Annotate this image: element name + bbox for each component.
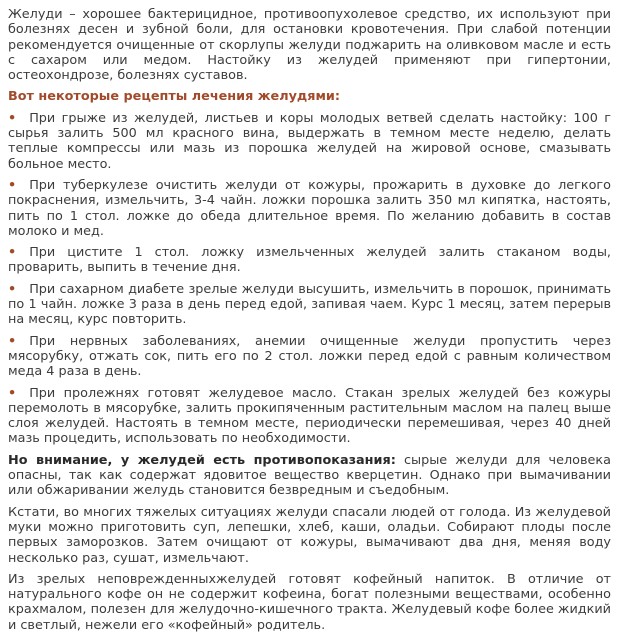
recipe-text: При грыже из желудей, листьев и коры молодых ветвей сделать настойку: 100 г сырья залить 500 мл красного вина, выдержать в темном месте неделю, делать теплые компрессы или мазь из порошка желудей на жировой основе, смазывать больное место. — [8, 110, 611, 172]
recipe-item — [8, 282, 611, 328]
recipe-item — [8, 178, 611, 239]
intro-paragraph: Желуди – хорошее бактерицидное, противоопухолевое средство, их используют при болезнях десен и зубной боли, для остановки кровотечения. При слабой потенции рекомендуется очищенные от скорлупы желуди поджарить на оливковом масле и есть с сахаром или медом. Настойку из желудей применяют при гипертонии, остеохондрозе, болезнях суставов. — [8, 7, 611, 84]
recipe-text: При нервных заболеваниях, анемии очищенные желуди пропустить через мясорубку, отжать сок, пить его по 2 стол. ложки перед едой с равным количеством меда 4 раза в день. — [8, 333, 611, 380]
bullet-icon: • — [8, 245, 17, 261]
warning-label: Но внимание, у желудей есть противопоказания: — [8, 452, 396, 468]
recipes-heading: Вот некоторые рецепты лечения желудями: — [8, 89, 341, 105]
bullet-icon: • — [8, 281, 17, 297]
recipe-item — [8, 245, 611, 276]
bullet-icon: • — [8, 110, 17, 126]
bullet-icon: • — [8, 385, 17, 401]
bullet-icon: • — [8, 177, 17, 193]
bullet-icon: • — [8, 333, 17, 349]
warning-paragraph — [8, 453, 611, 499]
famine-paragraph: Кстати, во многих тяжелых ситуациях желуди спасали людей от голода. Из желудевой муки можно приготовить суп, лепешки, хлеб, каши, оладьи. Собирают плоды после первых заморозков. Затем очищают от кожуры, вымачивают два дня, меняя воду несколько раз, сушат, измельчают. — [8, 504, 611, 566]
recipe-item — [8, 111, 611, 172]
recipe-text: При цистите 1 стол. ложку измельченных желудей залить стаканом воды, проварить, выпить в течение дня. — [8, 245, 611, 276]
recipe-text: При туберкулезе очистить желуди от кожуры, прожарить в духовке до легкого покраснения, измельчить, 3-4 чайн. ложки порошка залить 350 мл кипятка, настоять, пить по 1 стол. ложке до обеда длительное время. По желанию добавить в состав молоко и мед. — [8, 177, 611, 239]
recipe-item — [8, 334, 611, 380]
recipe-text: При сахарном диабете зрелые желуди высушить, измельчить в порошок, принимать по 1 чайн. ложке 3 раза в день перед едой, запивая чаем. Курс 1 месяц, затем перерыв на месяц, курс повторить. — [8, 281, 611, 328]
warning-text: сырые желуди для человека опасны, так как содержат ядовитое вещество кверцетин. Однако при вымачивании или обжаривании желудь становится безвредным и съедобным. — [8, 452, 611, 499]
coffee-paragraph: Из зрелых неповрежденныхжелудей готовят кофейный напиток. В отличие от натурального кофе он не содержит кофеина, богат полезными веществами, особенно крахмалом, полезен для желудочно-кишечного тракта. Желудевый кофе более жидкий и светлый, нежели его «кофейный» родитель. — [8, 571, 611, 633]
recipe-item — [8, 386, 611, 447]
recipe-text: При пролежнях готовят желудевое масло. Стакан зрелых желудей без кожуры перемолоть в мясорубке, залить прокипяченным растительным маслом на палец выше слоя желудей. Настоять в темном месте, периодически перемешивая, через 40 дней мазь процедить, использовать по необходимости. — [8, 385, 611, 447]
